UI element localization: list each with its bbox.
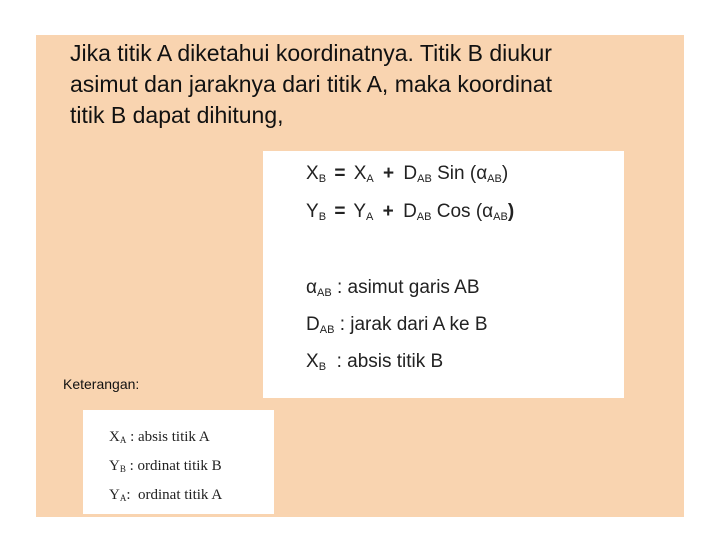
formula-yb-d-sub: AB: [416, 211, 432, 223]
formula-xb-d-sub: AB: [417, 173, 432, 185]
formula-xb-lhs: X: [306, 163, 319, 184]
formula-xb-fn: Sin: [437, 163, 465, 184]
intro-line-3: titik B dapat dihitung,: [70, 102, 284, 128]
formula-xb-alpha-sub: AB: [487, 173, 502, 185]
legend-xa-sub: A: [119, 435, 127, 445]
definition-dab: [306, 314, 488, 336]
definition-alpha-sym: α: [306, 277, 317, 298]
formula-xb-a: X: [353, 163, 367, 184]
formula-yb: [306, 201, 514, 223]
formula-yb-a-sub: A: [366, 211, 374, 223]
formula-xb-a-sub: A: [366, 173, 374, 185]
legend-ya-sym: Y: [109, 487, 120, 503]
legend-yb: [109, 458, 222, 475]
legend-xa-sym: X: [109, 429, 120, 445]
definition-alpha: [306, 277, 480, 299]
formula-box: [263, 151, 624, 398]
legend-yb-text: : ordinat titik B: [125, 458, 222, 474]
formula-yb-equals: =: [334, 201, 346, 222]
formula-yb-lhs: Y: [306, 201, 319, 222]
definition-alpha-sub: AB: [316, 287, 332, 299]
formula-yb-lhs-sub: B: [318, 211, 327, 223]
definition-xb-text: : absis titik B: [326, 351, 444, 372]
intro-paragraph: [70, 38, 680, 131]
legend-yb-sym: Y: [109, 458, 120, 474]
intro-line-1: Jika titik A diketahui koordinatnya. Titik B diukur: [70, 40, 552, 66]
formula-xb-open: (: [469, 163, 477, 184]
formula-xb-close: ): [501, 163, 509, 184]
intro-line-2: asimut dan jaraknya dari titik A, maka koordinat: [70, 71, 552, 97]
legend-yb-sub: B: [119, 464, 126, 474]
formula-xb-alpha: α: [476, 163, 488, 184]
formula-xb-lhs-sub: B: [318, 173, 327, 185]
definition-xb-sym: X: [306, 351, 319, 372]
definition-alpha-text: : asimut garis AB: [331, 277, 480, 298]
formula-yb-a: Y: [353, 201, 367, 222]
formula-xb-equals: =: [334, 163, 346, 184]
legend-ya-sub: A: [119, 493, 127, 503]
definition-dab-sub: AB: [319, 324, 335, 336]
formula-xb-d: D: [403, 163, 418, 184]
formula-yb-close: ): [507, 201, 515, 222]
legend-box: [83, 410, 274, 514]
formula-yb-d: D: [403, 201, 417, 222]
definition-xb: [306, 351, 443, 373]
formula-yb-plus: +: [382, 201, 394, 222]
formula-yb-open: (: [475, 201, 483, 222]
legend-xa: [109, 429, 210, 446]
formula-xb-plus: +: [383, 163, 395, 184]
formula-yb-alpha-sub: AB: [493, 211, 508, 223]
legend-ya: [109, 487, 222, 504]
legend-xa-text: : absis titik A: [126, 429, 210, 445]
legend-ya-text: : ordinat titik A: [126, 487, 223, 503]
definition-xb-sub: B: [318, 361, 327, 373]
keterangan-label: Keterangan:: [63, 376, 140, 392]
definition-dab-sym: D: [306, 314, 320, 335]
formula-yb-fn: Cos: [436, 201, 471, 222]
formula-xb: [306, 163, 508, 185]
definition-dab-text: : jarak dari A ke B: [334, 314, 488, 335]
formula-yb-alpha: α: [482, 201, 494, 222]
